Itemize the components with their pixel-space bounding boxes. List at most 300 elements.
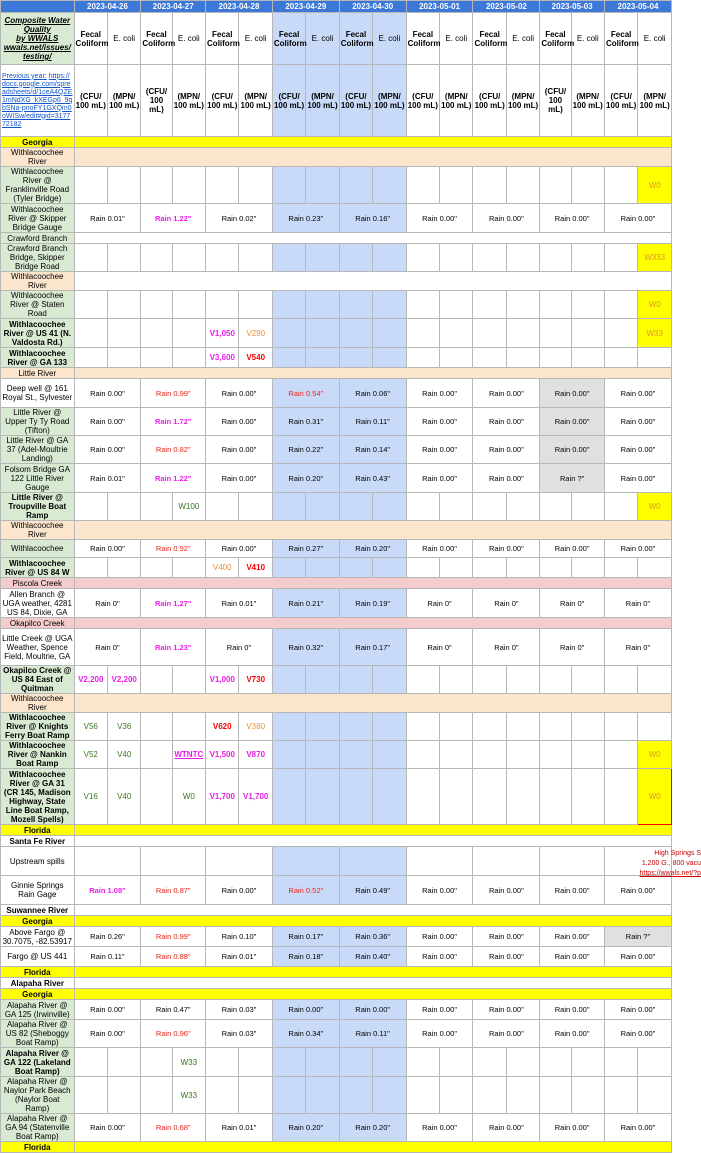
cell[interactable] xyxy=(74,847,141,876)
rain-cell[interactable]: Rain 0.11" xyxy=(339,1020,406,1048)
branch-label[interactable]: Crawford Branch xyxy=(1,233,75,244)
fecal-cell[interactable]: V2,200 xyxy=(74,666,107,694)
cell[interactable] xyxy=(74,1077,107,1114)
fecal-cell[interactable]: V1,050 xyxy=(206,319,239,348)
rain-cell[interactable]: Rain 0.68" xyxy=(141,1114,206,1142)
date-header[interactable]: 2023-05-02 xyxy=(473,1,540,13)
cell[interactable] xyxy=(440,666,473,694)
cell[interactable] xyxy=(74,348,107,368)
rain-cell[interactable]: Rain 0.01" xyxy=(74,464,141,493)
fecal-header[interactable]: Fecal Coliform xyxy=(540,13,571,65)
sheet-title[interactable] xyxy=(1,13,75,65)
cell[interactable] xyxy=(141,319,172,348)
cell[interactable] xyxy=(604,493,637,521)
cell[interactable] xyxy=(373,713,406,741)
cell[interactable] xyxy=(74,1048,107,1077)
ecoli-cell[interactable]: V730 xyxy=(239,666,272,694)
site-label[interactable]: Fargo @ US 441 xyxy=(1,947,75,967)
site-label[interactable]: Withlacoochee River @ US 84 W xyxy=(1,558,75,578)
cell[interactable] xyxy=(141,666,172,694)
site-label[interactable]: Crawford Branch Bridge, Skipper Bridge Road xyxy=(1,244,75,272)
rain-cell[interactable]: Rain 0.17" xyxy=(272,927,339,947)
site-label[interactable]: Folsom Bridge GA 122 Little River Gauge xyxy=(1,464,75,493)
cell[interactable] xyxy=(339,493,372,521)
rain-cell[interactable]: Rain 0.19" xyxy=(339,589,406,618)
site-label[interactable]: Withlacoochee River @ Skipper Bridge Gauge xyxy=(1,204,75,233)
rain-cell[interactable]: Rain 0.00" xyxy=(473,927,540,947)
rain-cell[interactable]: Rain 0.01" xyxy=(206,947,273,967)
fecal-header[interactable]: Fecal Coliform xyxy=(604,13,637,65)
cell[interactable] xyxy=(540,1048,571,1077)
cell[interactable] xyxy=(604,558,637,578)
rain-cell[interactable]: Rain 0.00" xyxy=(540,1020,605,1048)
ecoli-header[interactable]: E. coli xyxy=(172,13,205,65)
ecoli-cell[interactable]: V540 xyxy=(239,348,272,368)
cell[interactable] xyxy=(172,167,205,204)
cell[interactable] xyxy=(107,1077,140,1114)
rain-cell[interactable]: Rain 0.00" xyxy=(74,540,141,558)
site-label[interactable]: Deep well @ 161 Royal St., Sylvester xyxy=(1,379,75,408)
cell[interactable] xyxy=(206,291,239,319)
cell[interactable] xyxy=(473,291,506,319)
cell[interactable] xyxy=(306,167,339,204)
cell[interactable] xyxy=(272,558,305,578)
cell[interactable] xyxy=(373,769,406,825)
rain-cell[interactable]: Rain 0.99" xyxy=(141,927,206,947)
site-label[interactable]: Little River @ Troupville Boat Ramp xyxy=(1,493,75,521)
cell[interactable] xyxy=(571,741,604,769)
rain-cell[interactable]: Rain 0.00" xyxy=(473,436,540,464)
cell[interactable] xyxy=(306,769,339,825)
cell[interactable] xyxy=(604,291,637,319)
ecoli-cell[interactable]: V380 xyxy=(239,713,272,741)
cell[interactable] xyxy=(604,713,637,741)
cell[interactable] xyxy=(172,244,205,272)
rain-cell[interactable]: Rain 0.00" xyxy=(406,927,473,947)
rain-cell[interactable]: Rain 0.21" xyxy=(272,589,339,618)
cell[interactable] xyxy=(506,493,539,521)
rain-cell[interactable]: Rain 0.00" xyxy=(540,204,605,233)
cell[interactable] xyxy=(406,291,439,319)
cell[interactable] xyxy=(373,348,406,368)
date-header[interactable]: 2023-04-27 xyxy=(141,1,206,13)
cell[interactable] xyxy=(440,769,473,825)
cell[interactable] xyxy=(206,847,273,876)
rain-cell[interactable]: Rain 0.27" xyxy=(272,540,339,558)
cell[interactable] xyxy=(306,666,339,694)
rain-cell[interactable]: Rain 0.00" xyxy=(473,379,540,408)
cell[interactable] xyxy=(406,244,439,272)
rain-cell[interactable]: Rain 0.00" xyxy=(406,204,473,233)
cell[interactable] xyxy=(473,167,506,204)
cell[interactable] xyxy=(107,319,140,348)
fecal-cell[interactable]: V56 xyxy=(74,713,107,741)
cell[interactable] xyxy=(272,1048,305,1077)
cell[interactable] xyxy=(571,244,604,272)
cell[interactable] xyxy=(473,493,506,521)
cell[interactable] xyxy=(172,713,205,741)
cell[interactable] xyxy=(473,741,506,769)
cell[interactable] xyxy=(604,769,637,825)
cell[interactable] xyxy=(571,291,604,319)
rain-cell[interactable]: Rain 0.00" xyxy=(473,1000,540,1020)
river-label[interactable]: Withlacoochee River xyxy=(1,148,75,167)
cell[interactable] xyxy=(373,1077,406,1114)
rain-cell[interactable]: Rain 0.96" xyxy=(141,1020,206,1048)
rain-cell[interactable]: Rain 0.54" xyxy=(272,379,339,408)
rain-cell[interactable]: Rain 1.27" xyxy=(141,589,206,618)
cell[interactable] xyxy=(571,319,604,348)
site-label[interactable]: Alapaha River @ GA 122 (Lakeland Boat Ramp) xyxy=(1,1048,75,1077)
rain-cell[interactable]: Rain 0.00" xyxy=(406,379,473,408)
date-header[interactable]: 2023-04-28 xyxy=(206,1,273,13)
cell[interactable] xyxy=(339,291,372,319)
cell[interactable] xyxy=(604,666,637,694)
rain-cell[interactable]: Rain ?" xyxy=(540,464,605,493)
rain-cell[interactable]: Rain 0" xyxy=(206,629,273,666)
rain-cell[interactable]: Rain 1.22" xyxy=(141,204,206,233)
cell[interactable] xyxy=(540,319,571,348)
cell[interactable] xyxy=(540,348,571,368)
cell[interactable] xyxy=(306,713,339,741)
fecal-header[interactable]: Fecal Coliform xyxy=(339,13,372,65)
site-label[interactable]: Withlacoochee River @ Knights Ferry Boat Ramp xyxy=(1,713,75,741)
site-label[interactable]: Alapaha River @ Naylor Park Beach (Naylor Boat Ramp) xyxy=(1,1077,75,1114)
cell[interactable] xyxy=(272,769,305,825)
cell[interactable] xyxy=(406,847,473,876)
cell[interactable] xyxy=(373,291,406,319)
rain-cell[interactable]: Rain 0.31" xyxy=(272,408,339,436)
cell[interactable] xyxy=(206,244,239,272)
spill-note-link[interactable]: https://wwals.net/?p xyxy=(639,870,701,877)
cell[interactable] xyxy=(440,167,473,204)
rain-cell[interactable]: Rain 0" xyxy=(604,629,671,666)
rain-cell[interactable]: Rain 0" xyxy=(406,629,473,666)
rain-cell[interactable]: Rain 0.00" xyxy=(406,408,473,436)
cell[interactable] xyxy=(473,713,506,741)
ecoli-cell[interactable]: W0 xyxy=(638,291,672,319)
site-label[interactable]: Withlacoochee River @ Franklinville Road (Tyler Bridge) xyxy=(1,167,75,204)
state-label[interactable]: Florida xyxy=(1,1142,75,1153)
rain-cell[interactable]: Rain 0.00" xyxy=(473,408,540,436)
rain-cell[interactable]: Rain 0.00" xyxy=(406,464,473,493)
cell[interactable] xyxy=(571,348,604,368)
ecoli-cell[interactable]: V40 xyxy=(107,741,140,769)
river-label[interactable]: Alapaha River xyxy=(1,978,75,989)
fecal-header[interactable]: Fecal Coliform xyxy=(473,13,506,65)
cell[interactable] xyxy=(172,666,205,694)
fecal-header[interactable]: Fecal Coliform xyxy=(74,13,107,65)
cell[interactable] xyxy=(506,741,539,769)
ecoli-cell[interactable]: W0 xyxy=(172,769,205,825)
cell[interactable] xyxy=(172,348,205,368)
date-header[interactable]: 2023-05-04 xyxy=(604,1,671,13)
cell[interactable] xyxy=(604,244,637,272)
cell[interactable] xyxy=(406,558,439,578)
fecal-header[interactable]: Fecal Coliform xyxy=(141,13,172,65)
cell[interactable] xyxy=(306,1077,339,1114)
rain-cell[interactable]: Rain 0.03" xyxy=(206,1020,273,1048)
rain-cell[interactable]: Rain 0.00" xyxy=(604,379,671,408)
rain-cell[interactable]: Rain 0.36" xyxy=(339,927,406,947)
rain-cell[interactable]: Rain 0.00" xyxy=(406,947,473,967)
cell[interactable] xyxy=(440,741,473,769)
cell[interactable] xyxy=(638,348,672,368)
cell[interactable] xyxy=(272,244,305,272)
cell[interactable] xyxy=(604,348,637,368)
cell[interactable] xyxy=(473,1077,506,1114)
rain-cell[interactable]: Rain 0.00" xyxy=(473,464,540,493)
rain-cell[interactable]: Rain 0.87" xyxy=(141,876,206,905)
rain-cell[interactable]: Rain 0.00" xyxy=(74,408,141,436)
rain-cell[interactable]: Rain 0.88" xyxy=(141,947,206,967)
cell[interactable] xyxy=(506,713,539,741)
cell[interactable] xyxy=(306,1048,339,1077)
site-label[interactable]: Alapaha River @ GA 125 (Irwinville) xyxy=(1,1000,75,1020)
cell[interactable] xyxy=(339,558,372,578)
state-label[interactable]: Georgia xyxy=(1,989,75,1000)
cell[interactable] xyxy=(373,319,406,348)
cell[interactable] xyxy=(540,558,571,578)
rain-cell[interactable]: Rain 0.20" xyxy=(272,1114,339,1142)
rain-cell[interactable]: Rain 0.49" xyxy=(339,876,406,905)
site-label[interactable]: Ginnie Springs Rain Gage xyxy=(1,876,75,905)
cell[interactable] xyxy=(141,847,206,876)
cell[interactable] xyxy=(571,769,604,825)
ecoli-cell[interactable]: V40 xyxy=(107,769,140,825)
cell[interactable] xyxy=(604,741,637,769)
cell[interactable] xyxy=(571,1048,604,1077)
cell[interactable] xyxy=(107,1048,140,1077)
cell[interactable] xyxy=(571,558,604,578)
cell[interactable] xyxy=(571,1077,604,1114)
cell[interactable] xyxy=(473,558,506,578)
cell[interactable] xyxy=(339,348,372,368)
ecoli-cell[interactable]: WTNTC xyxy=(172,741,205,769)
cell[interactable] xyxy=(440,348,473,368)
cell[interactable] xyxy=(540,291,571,319)
rain-cell[interactable]: Rain 1.22" xyxy=(141,464,206,493)
rain-cell[interactable]: Rain 0.18" xyxy=(272,947,339,967)
cell[interactable] xyxy=(141,1077,172,1114)
state-label[interactable]: Florida xyxy=(1,967,75,978)
rain-cell[interactable]: Rain 0.00" xyxy=(540,927,605,947)
date-header[interactable]: 2023-05-01 xyxy=(406,1,473,13)
rain-cell[interactable]: Rain 0.00" xyxy=(604,1000,671,1020)
previous-year-link-cell[interactable] xyxy=(1,65,75,137)
cell[interactable] xyxy=(540,244,571,272)
rain-cell[interactable]: Rain 0.26" xyxy=(74,927,141,947)
cell[interactable] xyxy=(638,666,672,694)
rain-cell[interactable]: Rain 0.11" xyxy=(74,947,141,967)
rain-cell[interactable]: Rain 0.00" xyxy=(604,1114,671,1142)
rain-cell[interactable]: Rain 0.00" xyxy=(540,540,605,558)
cell[interactable] xyxy=(540,1077,571,1114)
cell[interactable] xyxy=(440,493,473,521)
ecoli-cell[interactable]: V1,700 xyxy=(239,769,272,825)
ecoli-cell[interactable]: V870 xyxy=(239,741,272,769)
fecal-cell[interactable]: V620 xyxy=(206,713,239,741)
cell[interactable] xyxy=(141,167,172,204)
cell[interactable] xyxy=(74,493,107,521)
ecoli-cell[interactable]: W333 xyxy=(638,244,672,272)
cell[interactable] xyxy=(473,666,506,694)
cell[interactable] xyxy=(141,493,172,521)
cell[interactable] xyxy=(638,1048,672,1077)
creek-label[interactable]: Okapilco Creek xyxy=(1,618,75,629)
ecoli-cell[interactable]: W33 xyxy=(638,319,672,348)
ecoli-cell[interactable]: W33 xyxy=(172,1048,205,1077)
ecoli-cell[interactable]: W0 xyxy=(638,769,672,825)
ecoli-cell[interactable]: W0 xyxy=(638,493,672,521)
ecoli-header[interactable]: E. coli xyxy=(638,13,672,65)
cell[interactable] xyxy=(74,244,107,272)
ecoli-cell[interactable]: W0 xyxy=(638,741,672,769)
cell[interactable] xyxy=(107,493,140,521)
cell[interactable] xyxy=(604,1077,637,1114)
river-label[interactable]: Withlacoochee River xyxy=(1,521,75,540)
cell[interactable] xyxy=(506,167,539,204)
site-label[interactable]: Withlacoochee River @ GA 31 (CR 145, Madison Highway, State Line Boat Ramp, Mozell Spells) xyxy=(1,769,75,825)
rain-cell[interactable]: Rain 0.20" xyxy=(339,540,406,558)
rain-cell[interactable]: Rain 0" xyxy=(604,589,671,618)
cell[interactable] xyxy=(107,348,140,368)
cell[interactable] xyxy=(74,558,107,578)
cell[interactable] xyxy=(440,244,473,272)
cell[interactable] xyxy=(272,847,339,876)
cell[interactable] xyxy=(440,558,473,578)
rain-cell[interactable]: Rain 0.00" xyxy=(540,876,605,905)
cell[interactable] xyxy=(74,319,107,348)
cell[interactable] xyxy=(339,244,372,272)
cell[interactable] xyxy=(141,713,172,741)
cell[interactable] xyxy=(239,167,272,204)
cell[interactable] xyxy=(306,741,339,769)
cell[interactable] xyxy=(339,847,406,876)
cell[interactable] xyxy=(473,769,506,825)
creek-label[interactable]: Piscola Creek xyxy=(1,578,75,589)
river-label[interactable]: Withlacoochee River xyxy=(1,694,75,713)
rain-cell[interactable]: Rain 0.52" xyxy=(272,876,339,905)
cell[interactable] xyxy=(107,244,140,272)
cell[interactable] xyxy=(473,319,506,348)
cell[interactable] xyxy=(406,1077,439,1114)
cell[interactable] xyxy=(440,1077,473,1114)
ecoli-header[interactable]: E. coli xyxy=(306,13,339,65)
cell[interactable] xyxy=(540,493,571,521)
rain-cell[interactable]: Rain 0.00" xyxy=(74,1020,141,1048)
cell[interactable] xyxy=(604,1048,637,1077)
rain-cell[interactable]: Rain 0.82" xyxy=(141,436,206,464)
rain-cell[interactable]: Rain 0.00" xyxy=(206,379,273,408)
cell[interactable] xyxy=(272,319,305,348)
fecal-cell[interactable]: V1,000 xyxy=(206,666,239,694)
rain-cell[interactable]: Rain 0.06" xyxy=(339,379,406,408)
rain-cell[interactable]: Rain 0.00" xyxy=(206,464,273,493)
cell[interactable] xyxy=(373,558,406,578)
rain-cell[interactable]: Rain ?" xyxy=(604,927,671,947)
rain-cell[interactable]: Rain 0.00" xyxy=(206,540,273,558)
rain-cell[interactable]: Rain 0.00" xyxy=(540,379,605,408)
cell[interactable] xyxy=(571,493,604,521)
rain-cell[interactable]: Rain 0.00" xyxy=(473,947,540,967)
date-header[interactable]: 2023-05-03 xyxy=(540,1,605,13)
rain-cell[interactable]: Rain 0.00" xyxy=(206,436,273,464)
rain-cell[interactable]: Rain 0.01" xyxy=(206,1114,273,1142)
cell[interactable] xyxy=(272,167,305,204)
rain-cell[interactable]: Rain 0.00" xyxy=(604,408,671,436)
rain-cell[interactable]: Rain 0.00" xyxy=(74,436,141,464)
cell[interactable] xyxy=(406,167,439,204)
ecoli-cell[interactable]: V36 xyxy=(107,713,140,741)
cell[interactable] xyxy=(540,769,571,825)
cell[interactable] xyxy=(141,769,172,825)
cell[interactable] xyxy=(373,167,406,204)
cell[interactable] xyxy=(306,493,339,521)
rain-cell[interactable]: Rain 0.00" xyxy=(74,379,141,408)
ecoli-header[interactable]: E. coli xyxy=(440,13,473,65)
cell[interactable] xyxy=(506,666,539,694)
cell[interactable] xyxy=(540,713,571,741)
cell[interactable] xyxy=(141,348,172,368)
site-label[interactable]: Little Creek @ UGA Weather, Spence Field, Moultrie, GA xyxy=(1,629,75,666)
cell[interactable] xyxy=(604,319,637,348)
cell[interactable] xyxy=(306,291,339,319)
rain-cell[interactable]: Rain 0.00" xyxy=(406,540,473,558)
cell[interactable] xyxy=(406,769,439,825)
cell[interactable] xyxy=(339,167,372,204)
cell[interactable] xyxy=(406,493,439,521)
fecal-header[interactable]: Fecal Coliform xyxy=(406,13,439,65)
cell[interactable] xyxy=(506,1048,539,1077)
cell[interactable] xyxy=(373,741,406,769)
cell[interactable] xyxy=(440,319,473,348)
cell[interactable] xyxy=(74,291,107,319)
rain-cell[interactable]: Rain 0" xyxy=(473,589,540,618)
fecal-header[interactable]: Fecal Coliform xyxy=(272,13,305,65)
rain-cell[interactable]: Rain 0.00" xyxy=(540,1114,605,1142)
cell[interactable] xyxy=(571,167,604,204)
rain-cell[interactable]: Rain 0.00" xyxy=(406,1114,473,1142)
ecoli-cell[interactable]: V2,200 xyxy=(107,666,140,694)
site-label[interactable]: Little River @ Upper Ty Ty Road (Tifton) xyxy=(1,408,75,436)
cell[interactable] xyxy=(239,291,272,319)
ecoli-cell[interactable]: W33 xyxy=(172,1077,205,1114)
cell[interactable] xyxy=(473,847,540,876)
cell[interactable] xyxy=(506,348,539,368)
rain-cell[interactable]: Rain 0.43" xyxy=(339,464,406,493)
site-label[interactable]: Above Fargo @ 30.7075, -82.53917 xyxy=(1,927,75,947)
ecoli-header[interactable]: E. coli xyxy=(506,13,539,65)
cell[interactable] xyxy=(571,713,604,741)
rain-cell[interactable]: Rain 0.01" xyxy=(206,589,273,618)
cell[interactable] xyxy=(406,713,439,741)
cell[interactable] xyxy=(406,348,439,368)
rain-cell[interactable]: Rain 0.00" xyxy=(604,540,671,558)
previous-year-label[interactable]: Previous year: xyxy=(2,72,47,80)
rain-cell[interactable]: Rain 0.99" xyxy=(141,379,206,408)
cell[interactable] xyxy=(141,244,172,272)
rain-cell[interactable]: Rain 0" xyxy=(74,589,141,618)
cell[interactable] xyxy=(272,741,305,769)
cell[interactable] xyxy=(571,666,604,694)
cell[interactable] xyxy=(141,558,172,578)
cell[interactable] xyxy=(406,319,439,348)
rain-cell[interactable]: Rain 0.00" xyxy=(406,876,473,905)
site-label[interactable]: Withlacoochee River @ US 41 (N. Valdosta Rd.) xyxy=(1,319,75,348)
river-label[interactable]: Suwannee River xyxy=(1,905,75,916)
rain-cell[interactable]: Rain 0.00" xyxy=(604,436,671,464)
